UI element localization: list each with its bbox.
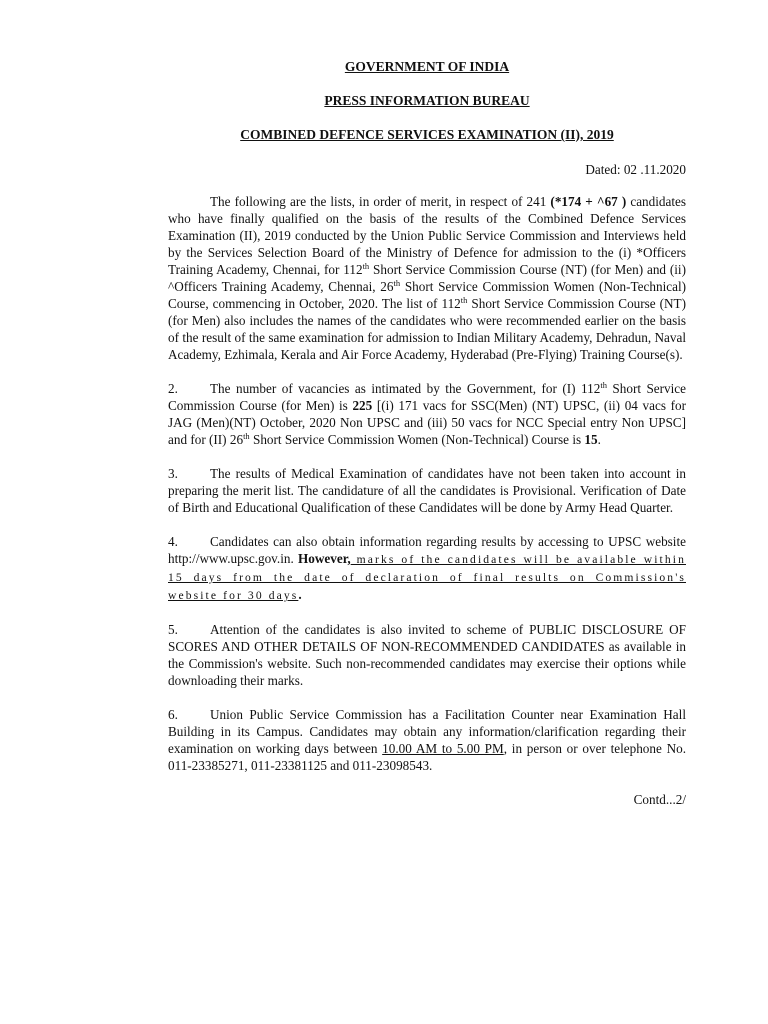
paragraph-5: 5. Attention of the candidates is also invited to scheme of PUBLIC DISCLOSURE OF SCORES AND OTHER DETAILS OF NON-RECOMMENDED CANDIDATES as available in the Commission's website. Such non-recommended candidates may exercise their options while downloading their marks. xyxy=(168,622,686,688)
paragraph-3: 3. The results of Medical Examination of candidates have not been taken into account in preparing the merit list. The candidature of all the candidates is Provisional. Verification of Date of Birth and Educational Qualification of these Candidates will be done by Army Head Quarter. xyxy=(168,466,686,515)
date-line: Dated: 02 .11.2020 xyxy=(585,162,686,177)
paragraph-2: 2. The number of vacancies as intimated by the Government, for (I) 112th Short Service Commission Course (for Men) is 225 [(i) 171 vacs for SSC(Men) (NT) UPSC, (ii) 04 vacs for JAG (Men)(NT) October, 2020 Non UPSC and (iii) 50 vacs for NCC Special entry Non UPSC] and for (II) 26th Short Service Commission Women (Non-Technical) Course is 15. xyxy=(168,380,687,447)
continued-marker: Contd...2/ xyxy=(633,792,686,807)
results-availability-notice: marks of the candidates will be available within 15 days from the date of declaration of final results on Commission's website for 30 days xyxy=(168,553,686,602)
header-government: GOVERNMENT OF INDIA xyxy=(344,59,510,74)
paragraph-6: 6. Union Public Service Commission has a Facilitation Counter near Examination Hall Building in its Campus. Candidates may obtain any information/clarification regarding their examination on working days between 10.00 AM to 5.00 PM, in person or over telephone No. 011-23385271, 011-23381125 and 011-23098543. xyxy=(168,707,687,773)
header-exam-title: COMBINED DEFENCE SERVICES EXAMINATION (II), 2019 xyxy=(240,127,614,142)
paragraph-4: 4. Candidates can also obtain information regarding results by accessing to UPSC website http://www.upsc.gov.in. However, marks of the candidates will be available within 15 days from the date of declaration of final results on Commission's website for 30 days. xyxy=(168,534,686,602)
counter-hours: 10.00 AM to 5.00 PM xyxy=(382,741,504,756)
header-bureau: PRESS INFORMATION BUREAU xyxy=(324,93,530,108)
document-page xyxy=(168,58,686,808)
paragraph-1: The following are the lists, in order of merit, in respect of 241 (*174 + ^67 ) candidates who have finally qualified on the basis of the results of the Combined Defence Services Examination (II), 2019 conducted by the Union Public Service Commission and Interviews held by the Services Selection Board of the Ministry of Defence for admission to the (i) *Officers Training Academy, Chennai, for 112th Short Service Commission Course (NT) (for Men) and (ii) ^Officers Training Academy, Chennai, 26th Short Service Commission Women (Non-Technical) Course, commencing in October, 2020. The list of 112th Short Service Commission Course (NT) (for Men) also includes the names of the candidates who were recommended earlier on the basis of the result of the same examination for admission to Indian Military Academy, Dehradun, Naval Academy, Ezhimala, Kerala and Air Force Academy, Hyderabad (Pre-Flying) Training Course(s). xyxy=(168,194,687,362)
